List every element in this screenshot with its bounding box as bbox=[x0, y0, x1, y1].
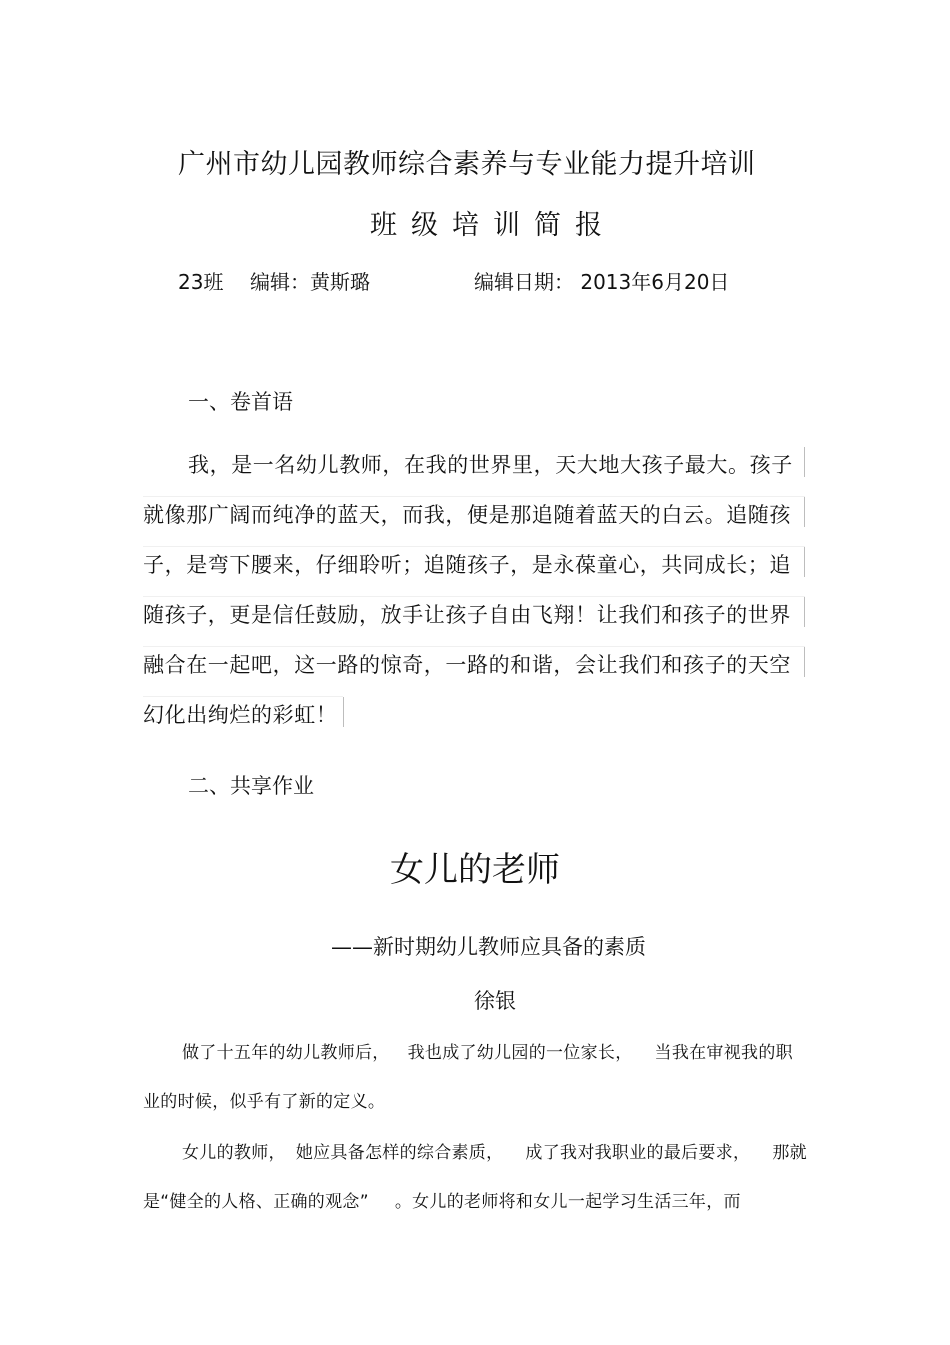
foreword-line: 我，是一名幼儿教师，在我的世界里，天大地大孩子最大。孩子 bbox=[188, 453, 793, 477]
article-text-segment: 女儿的教师， bbox=[182, 1143, 286, 1163]
article-author: 徐银 bbox=[474, 989, 516, 1013]
article-text-segment: 那就 bbox=[772, 1143, 807, 1163]
line-separator bbox=[143, 546, 805, 547]
line-edge-marker bbox=[804, 447, 805, 477]
article-body-line bbox=[182, 1138, 807, 1163]
article-subtitle: ——新时期幼儿教师应具备的素质 bbox=[331, 935, 646, 959]
editor-label: 编辑：黄斯璐 bbox=[250, 270, 370, 294]
foreword-line: 就像那广阔而纯净的蓝天，而我，便是那追随着蓝天的白云。追随孩 bbox=[143, 503, 791, 527]
edit-date: 编辑日期： 2013年6月20日 bbox=[474, 270, 730, 294]
section-heading-foreword: 一、卷首语 bbox=[188, 390, 293, 414]
foreword-line: 子，是弯下腰来，仔细聆听；追随孩子，是永葆童心，共同成长；追 bbox=[143, 553, 791, 577]
article-text-segment: 业的时候，似乎有了新的定义。 bbox=[143, 1092, 386, 1112]
line-separator bbox=[143, 596, 805, 597]
article-body-line bbox=[143, 1087, 385, 1112]
article-text-segment: 做了十五年的幼儿教师后， bbox=[182, 1043, 390, 1063]
article-text-segment: 她应具备怎样的综合素质， bbox=[295, 1143, 504, 1163]
article-title: 女儿的老师 bbox=[390, 850, 560, 890]
article-body-line bbox=[143, 1187, 741, 1212]
document-title: 广州市幼儿园教师综合素养与专业能力提升培训 bbox=[178, 149, 756, 180]
foreword-line: 随孩子，更是信任鼓励，放手让孩子自由飞翔！让我们和孩子的世界 bbox=[143, 603, 791, 627]
class-label: 23班 bbox=[178, 270, 224, 294]
section-heading-shared-work: 二、共享作业 bbox=[188, 774, 314, 798]
article-body-line bbox=[182, 1038, 793, 1063]
article-text-segment: 当我在审视我的职 bbox=[654, 1043, 793, 1063]
article-text-segment: 是“健全的人格、正确的观念” bbox=[143, 1192, 369, 1212]
line-separator bbox=[143, 646, 805, 647]
line-edge-marker bbox=[343, 697, 344, 727]
line-edge-marker bbox=[804, 497, 805, 527]
article-text-segment: 成了我对我职业的最后要求， bbox=[525, 1143, 751, 1163]
foreword-line: 融合在一起吧，这一路的惊奇，一路的和谐，会让我们和孩子的天空 bbox=[143, 653, 791, 677]
line-separator bbox=[143, 496, 805, 497]
line-edge-marker bbox=[804, 647, 805, 677]
article-text-segment: 。女儿的老师将和女儿一起学习生活三年，而 bbox=[394, 1192, 741, 1212]
line-edge-marker bbox=[804, 597, 805, 627]
article-text-segment: 我也成了幼儿园的一位家长， bbox=[407, 1043, 633, 1063]
document-subtitle: 班级培训简报 bbox=[370, 210, 616, 241]
foreword-line: 幻化出绚烂的彩虹！ bbox=[143, 703, 338, 727]
line-edge-marker bbox=[804, 547, 805, 577]
line-separator bbox=[143, 696, 343, 697]
